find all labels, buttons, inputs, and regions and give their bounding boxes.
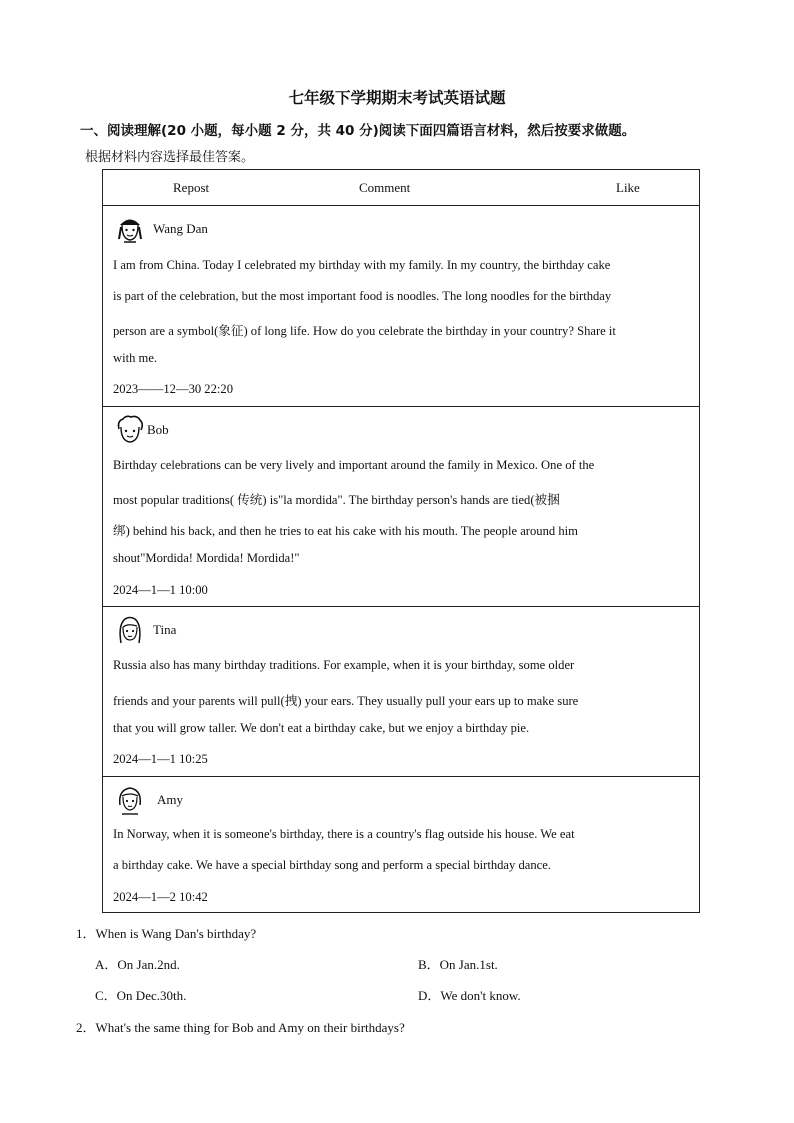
table-header [103,170,699,206]
question-text: When is Wang Dan's birthday? [95,926,257,941]
option-b[interactable]: B．On Jan.1st. [418,957,498,972]
exam-title: 七年级下学期期末考试英语试题 [288,89,506,107]
question-text: What's the same thing for Bob and Amy on their birthdays? [95,1020,405,1035]
post-text-line: In Norway, when it is someone's birthday, there is a country's flag outside his house. We eat [113,827,575,841]
post-timestamp: 2024—1—2 10:42 [113,890,208,904]
post-text-line: is part of the celebration, but the most important food is noodles. The long noodles for the birthday [113,289,612,303]
header-like: Like [616,180,640,195]
option-a[interactable]: A．On Jan.2nd. [95,957,180,972]
post-amy [103,777,699,914]
post-tina [103,607,699,777]
post-text-line: a birthday cake. We have a special birthday song and perform a special birthday dance. [113,858,551,872]
header-comment: Comment [359,180,411,195]
curly-boy-avatar-icon [113,413,147,447]
post-username: Bob [147,422,169,437]
post-text-line: 绑) behind his back, and then he tries to eat his cake with his mouth. The people around him [113,524,578,538]
post-timestamp: 2024—1—1 10:25 [113,752,208,766]
post-text-line: with me. [113,351,158,365]
section-heading: 一、阅读理解(20 小题，每小题 2 分，共 40 分)阅读下面四篇语言材料，然后按要求做题。 [80,123,636,139]
question-2 [76,1017,405,1036]
post-username: Tina [153,622,177,637]
post-user [113,212,208,246]
short-hair-girl-avatar-icon [113,783,147,817]
post-text-line: that you will grow taller. We don't eat a birthday cake, but we enjoy a birthday pie. [113,721,530,735]
post-text-line: shout"Mordida! Mordida! Mordida!" [113,551,300,565]
post-timestamp: 2023——12—30 22:20 [113,382,233,396]
post-text-line: I am from China. Today I celebrated my birthday with my family. In my country, the birthday cake [113,258,611,272]
post-user [113,413,169,447]
post-text-line: Russia also has many birthday traditions. For example, when it is your birthday, some older [113,658,575,672]
post-timestamp: 2024—1—1 10:00 [113,583,208,597]
post-username: Amy [157,792,183,807]
header-repost: Repost [173,180,210,195]
post-bob [103,407,699,607]
question-1 [76,923,256,942]
post-user [113,783,183,817]
post-text-line: most popular traditions( 传统) is"la mordida". The birthday person's hands are tied(被捆 [113,493,560,507]
post-text-line: Birthday celebrations can be very lively and important around the family in Mexico. One of the [113,458,595,472]
long-hair-girl-avatar-icon [113,613,147,647]
option-c[interactable]: C．On Dec.30th. [95,988,187,1003]
question-number: 1． [76,926,96,941]
reading-table [102,169,700,913]
girl-cap-avatar-icon [113,212,147,246]
question-number: 2． [76,1020,96,1035]
option-d[interactable]: D．We don't know. [418,988,521,1003]
post-text-line: person are a symbol(象征) of long life. How do you celebrate the birthday in your country? Share it [113,324,616,338]
post-text-line: friends and your parents will pull(拽) your ears. They usually pull your ears up to make sure [113,694,579,708]
post-username: Wang Dan [153,221,208,236]
post-user [113,613,176,647]
instruction-text: 根据材料内容选择最佳答案。 [85,150,255,165]
post-wang-dan [103,206,699,407]
